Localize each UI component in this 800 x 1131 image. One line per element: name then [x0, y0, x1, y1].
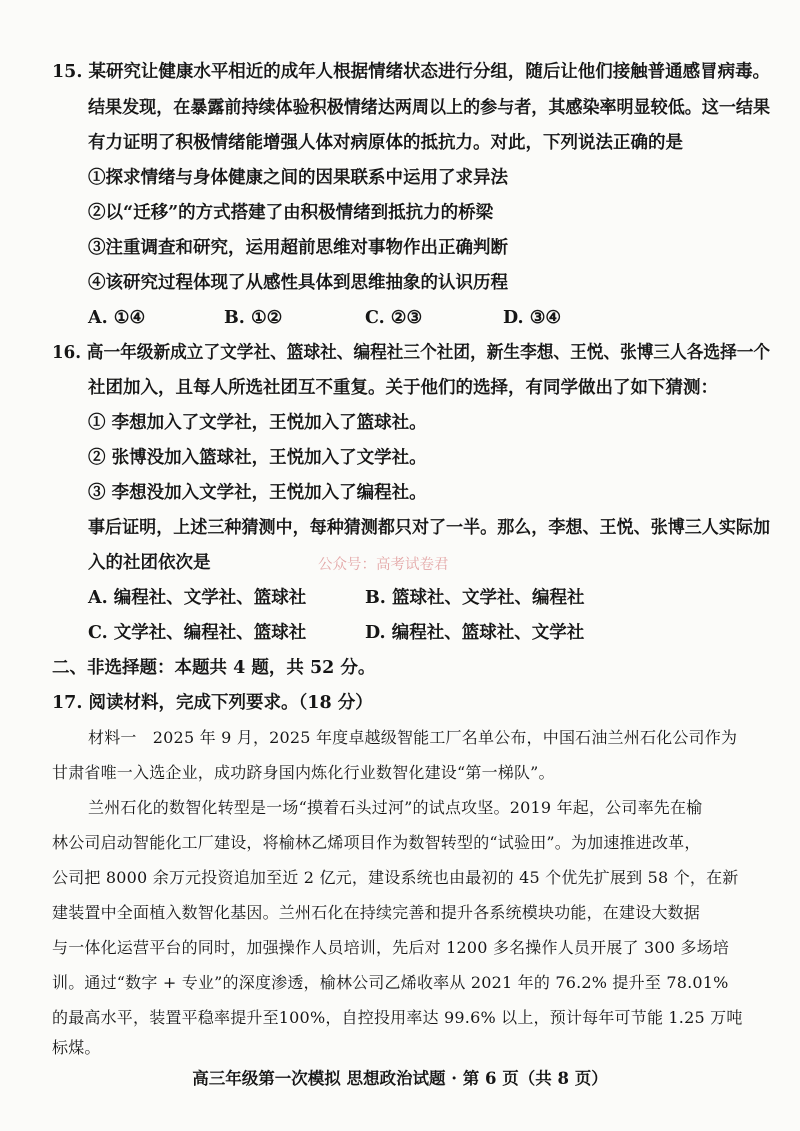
q17-material-line-2: 甘肃省唯一入选企业，成功跻身国内炼化行业数智化建设“第一梯队”。: [52, 763, 555, 782]
q16-guess-2: ② 张博没加入篮球社，王悦加入了文学社。: [88, 448, 427, 468]
watermark: 公众号：高考试卷君: [318, 557, 449, 573]
q17-material-line-6: 建装置中全面植入数智化基因。兰州石化在持续完善和提升各系统模块功能，在建设大数据: [52, 903, 701, 922]
q16-guess-3: ③ 李想没加入文学社，王悦加入了编程社。: [88, 483, 427, 503]
q15-statement-3: ③注重调查和研究，运用超前思维对事物作出正确判断: [88, 238, 508, 258]
q16-stem-line-1: 16. 高一年级新成立了文学社、篮球社、编程社三个社团，新生李想、王悦、张博三人各选择一个: [52, 343, 771, 363]
q16-guess-1: ① 李想加入了文学社，王悦加入了篮球社。: [88, 413, 427, 433]
q17-material-line-1: 材料一 2025 年 9 月，2025 年度卓越级智能工厂名单公布，中国石油兰州石化公司作为: [88, 728, 738, 747]
page-footer: 高三年级第一次模拟 思想政治试题 · 第 6 页（共 8 页）: [192, 1069, 608, 1088]
q15-stem-line-1: 15. 某研究让健康水平相近的成年人根据情绪状态进行分组，随后让他们接触普通感冒病毒。: [52, 62, 771, 82]
section-heading: 二、非选择题：本题共 4 题，共 52 分。: [52, 658, 376, 678]
q15-stem-line-2: 结果发现，在暴露前持续体验积极情绪达两周以上的参与者，其感染率明显较低。这一结果: [88, 98, 771, 118]
q16-option-c: C. 文学社、编程社、篮球社: [88, 623, 307, 643]
q17-material-line-3: 兰州石化的数智化转型是一场“摸着石头过河”的试点攻坚。2019 年起，公司率先在榆: [88, 798, 703, 817]
q15-option-c: C. ②③: [365, 308, 423, 328]
q16-stem-line-3: 事后证明，上述三种猜测中，每种猜测都只对了一半。那么，李想、王悦、张博三人实际加: [88, 518, 771, 538]
q16-option-b: B. 篮球社、文学社、编程社: [365, 588, 585, 608]
q17-material-line-10: 标煤。: [52, 1038, 101, 1057]
q16-stem-line-4: 入的社团依次是: [88, 553, 211, 573]
q15-statement-4: ④该研究过程体现了从感性具体到思维抽象的认识历程: [88, 273, 508, 293]
q17-material-line-5: 公司把 8000 余万元投资追加至近 2 亿元，建设系统也由最初的 45 个优先扩展到 58 个，在新: [52, 868, 739, 887]
q16-option-a: A. 编程社、文学社、篮球社: [88, 588, 307, 608]
q17-title: 17. 阅读材料，完成下列要求。（18 分）: [52, 693, 373, 713]
q17-material-line-9: 的最高水平，装置平稳率提升至100%，自控投用率达 99.6% 以上，预计每年可节能 1.25 万吨: [52, 1008, 743, 1027]
q16-option-d: D. 编程社、篮球社、文学社: [365, 623, 585, 643]
q15-statement-2: ②以“迁移”的方式搭建了由积极情绪到抵抗力的桥梁: [88, 203, 494, 223]
q16-stem-line-2: 社团加入，且每人所选社团互不重复。关于他们的选择，有同学做出了如下猜测：: [88, 378, 718, 398]
q17-material-line-8: 训。通过“数字 + 专业”的深度渗透，榆林公司乙烯收率从 2021 年的 76.2% 提升至 78.01%: [52, 973, 729, 992]
q15-option-d: D. ③④: [503, 308, 562, 328]
q15-statement-1: ①探求情绪与身体健康之间的因果联系中运用了求异法: [88, 168, 508, 188]
q15-option-a: A. ①④: [88, 308, 146, 328]
q17-material-line-4: 林公司启动智能化工厂建设，将榆林乙烯项目作为数智转型的“试验田”。为加速推进改革，: [52, 833, 701, 852]
q17-material-line-7: 与一体化运营平台的同时，加强操作人员培训，先后对 1200 多名操作人员开展了 300 多场培: [52, 938, 730, 957]
q15-option-b: B. ①②: [224, 308, 283, 328]
q15-stem-line-3: 有力证明了积极情绪能增强人体对病原体的抵抗力。对此，下列说法正确的是: [88, 133, 683, 153]
